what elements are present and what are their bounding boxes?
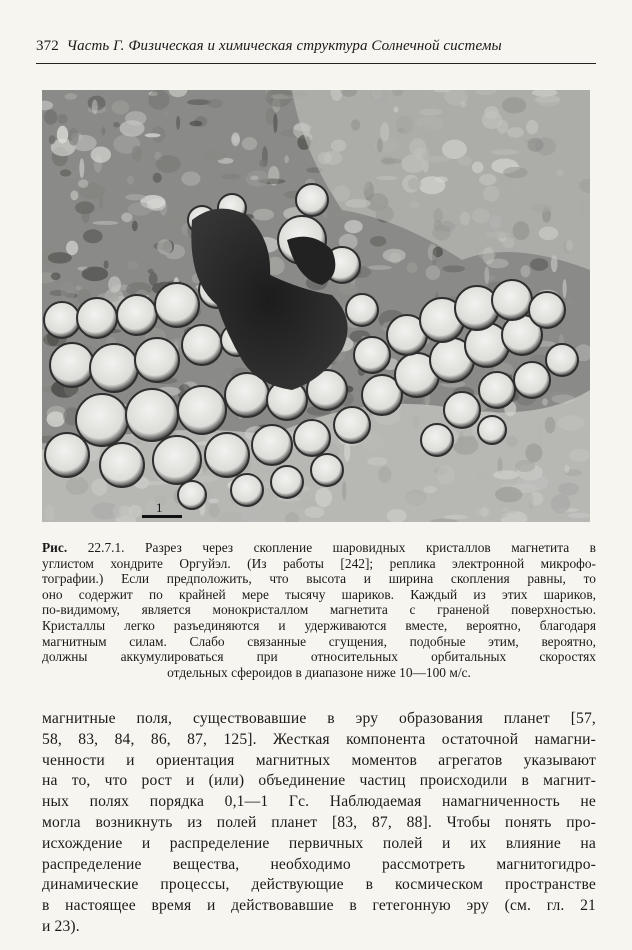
body-line: 58, 83, 84, 86, 87, 125]. Жесткая компонента остаточной намагни- (42, 730, 596, 748)
figure-caption (42, 540, 596, 680)
body-line: ных полях порядка 0,1—1 Гс. Наблюдаемая намагниченность не (42, 793, 596, 811)
caption-label: Рис. (42, 540, 68, 555)
caption-line: углистом хондрите Оргуйэл. (Из работы [242]; реплика электронной микрофо- (42, 555, 596, 571)
page-number: 372 (36, 38, 59, 54)
body-line: и 23). (42, 917, 80, 935)
body-line: на то, что рост и (или) объединение частиц происходили в магнит- (42, 772, 596, 790)
caption-line: по-видимому, является монокристаллом магнетита с граненой поверхностью. (42, 602, 596, 618)
micrograph-image (42, 90, 590, 522)
body-line: ченности и ориентация магнитных моментов агрегатов указывают (42, 751, 596, 769)
body-line: могла возникнуть из полей планет [83, 87, 88]. Чтобы понять про- (42, 813, 596, 831)
body-line: магнитные поля, существовавшие в эру образования планет [57, (42, 710, 596, 727)
caption-line: должны аккумулироваться при относительных орбитальных скоростях (42, 649, 596, 665)
body-line: распределение вещества, необходимо рассмотреть магнитогидро- (42, 855, 596, 873)
caption-line: магнитным силам. Слабо связанные сгущения, подобные этим, вероятно, (42, 633, 596, 649)
caption-number: 22.7.1. (87, 540, 125, 555)
caption-text: Разрез через скопление шаровидных кристаллов магнетита в (145, 540, 596, 555)
running-header (36, 38, 596, 55)
caption-line: оно содержит по крайней мере тысячу шариков. Каждый из этих шариков, (42, 586, 596, 602)
micrograph-figure (42, 90, 590, 522)
body-paragraph (42, 709, 596, 938)
running-title: Часть Г. Физическая и химическая структура Солнечной системы (66, 38, 502, 54)
body-line: динамические процессы, действующие в космическом пространстве (42, 876, 596, 894)
caption-line: тографии.) Если предположить, что высота и ширина скопления равны, то (42, 571, 596, 587)
caption-line: Кристаллы легко разъединяются и удерживаются вместе, вероятно, благодаря (42, 617, 596, 633)
caption-line: отдельных сфероидов в диапазоне ниже 10—100 м/с. (167, 664, 471, 680)
body-line: в настоящее время и действовавшие в гетегонную эру (см. гл. 21 (42, 897, 596, 915)
caption-line (42, 540, 596, 556)
body-line: исхождение и распределение первичных полей и их влияние на (42, 834, 596, 852)
header-rule (36, 63, 596, 64)
scale-bar-label: 1 (156, 500, 163, 515)
